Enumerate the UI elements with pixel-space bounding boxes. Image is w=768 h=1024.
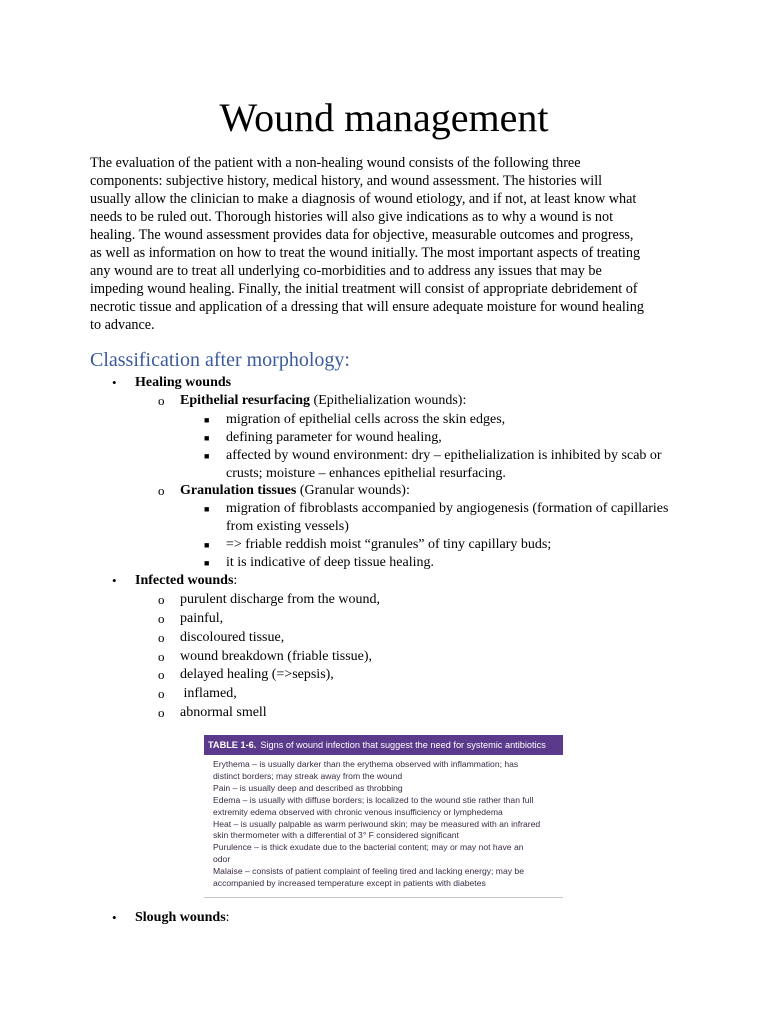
list-item: inflamed,: [180, 686, 237, 701]
square-bullet-icon: ■: [204, 504, 210, 514]
list-item-slough-wounds: Slough wounds:: [135, 910, 230, 925]
intro-line: necrotic tissue and application of a dressing that will ensure adequate moisture for wound healing: [90, 299, 644, 315]
table-body: [204, 755, 563, 890]
section-heading: Classification after morphology:: [90, 349, 350, 371]
list-item: delayed healing (=>sepsis),: [180, 667, 334, 682]
intro-line: to advance.: [90, 317, 155, 333]
table-number: TABLE 1-6.: [208, 740, 257, 750]
bullet-icon: •: [112, 573, 117, 588]
list-item-granulation: Granulation tissues (Granular wounds):: [180, 483, 410, 498]
circle-bullet-icon: o: [158, 483, 165, 498]
table-line: Pain – is usually deep and described as throbbing: [213, 782, 403, 793]
page-title: Wound management: [219, 95, 549, 140]
list-item: painful,: [180, 611, 224, 626]
list-item: it is indicative of deep tissue healing.: [226, 555, 435, 570]
list-item-continuation: from existing vessels): [226, 519, 349, 534]
list-item-continuation: crusts; moisture – enhances epithelial resurfacing.: [226, 466, 506, 481]
table-line: Heat – is usually palpable as warm periwound skin; may be measured with an infrared: [213, 818, 541, 829]
intro-line: usually allow the clinician to make a diagnosis of wound etiology, and if not, at least know what: [90, 191, 637, 207]
list-item: abnormal smell: [180, 705, 267, 720]
intro-line: impeding wound healing. Finally, the initial treatment will consist of appropriate debridement of: [90, 281, 638, 297]
bullet-icon: •: [112, 910, 117, 925]
table-line: accompanied by increased temperature except in patients with diabetes: [213, 878, 486, 889]
square-bullet-icon: ■: [204, 558, 210, 568]
list-item: => friable reddish moist “granules” of tiny capillary buds;: [226, 537, 552, 552]
table-line: distinct borders; may streak away from the wound: [213, 770, 403, 781]
circle-bullet-icon: o: [158, 611, 165, 626]
table-line: Erythema – is usually darker than the erythema observed with inflammation; has: [213, 759, 519, 769]
list-item: affected by wound environment: dry – epithelialization is inhibited by scab or: [226, 448, 662, 463]
table-header: [204, 735, 563, 755]
table-line: skin thermometer with a differential of 3° F considered significant: [213, 830, 459, 841]
square-bullet-icon: ■: [204, 433, 210, 443]
table-line: Malaise – consists of patient complaint of feeling tired and lacking energy; may be: [213, 866, 524, 877]
circle-bullet-icon: o: [158, 686, 165, 701]
table-line: Edema – is usually with diffuse borders; is localized to the wound stie rather than full: [213, 794, 534, 805]
circle-bullet-icon: o: [158, 393, 165, 408]
list-item: wound breakdown (friable tissue),: [180, 649, 373, 664]
table-line: extremity edema observed with chronic venous insufficiency or lymphedema: [213, 806, 503, 817]
intro-line: as well as information on how to treat the wound initially. The most important aspects of treating: [90, 245, 641, 261]
list-item-healing-wounds: Healing wounds: [135, 375, 232, 390]
circle-bullet-icon: o: [158, 630, 165, 645]
bullet-icon: •: [112, 375, 117, 390]
infection-signs-table: [204, 735, 563, 898]
intro-line: needs to be ruled out. Thorough histories will also give indications as to why a wound is not: [90, 209, 614, 225]
circle-bullet-icon: o: [158, 667, 165, 682]
square-bullet-icon: ■: [204, 451, 210, 461]
square-bullet-icon: ■: [204, 540, 210, 550]
circle-bullet-icon: o: [158, 649, 165, 664]
circle-bullet-icon: o: [158, 592, 165, 607]
list-item: migration of fibroblasts accompanied by angiogenesis (formation of capillaries: [226, 501, 669, 516]
intro-line: The evaluation of the patient with a non-healing wound consists of the following three: [90, 155, 581, 171]
list-item: defining parameter for wound healing,: [226, 430, 442, 445]
intro-line: components: subjective history, medical history, and wound assessment. The histories will: [90, 173, 603, 189]
intro-line: any wound are to treat all underlying co-morbidities and to address any issues that may be: [90, 263, 602, 279]
table-line: Purulence – is thick exudate due to the bacterial content; may or may not have an: [213, 842, 524, 853]
intro-line: healing. The wound assessment provides data for objective, measurable outcomes and progress,: [90, 227, 634, 243]
intro-paragraph: [90, 154, 682, 334]
circle-bullet-icon: o: [158, 705, 165, 720]
square-bullet-icon: ■: [204, 415, 210, 425]
table-line: odor: [213, 854, 231, 865]
list-item: migration of epithelial cells across the skin edges,: [226, 412, 506, 427]
list-item-epithelial: Epithelial resurfacing (Epithelialization wounds):: [180, 393, 467, 408]
list-item: purulent discharge from the wound,: [180, 592, 380, 607]
list-item: discoloured tissue,: [180, 630, 285, 645]
list-item-infected-wounds: Infected wounds:: [135, 573, 238, 588]
table-caption: Signs of wound infection that suggest the need for systemic antibiotics: [260, 740, 546, 750]
